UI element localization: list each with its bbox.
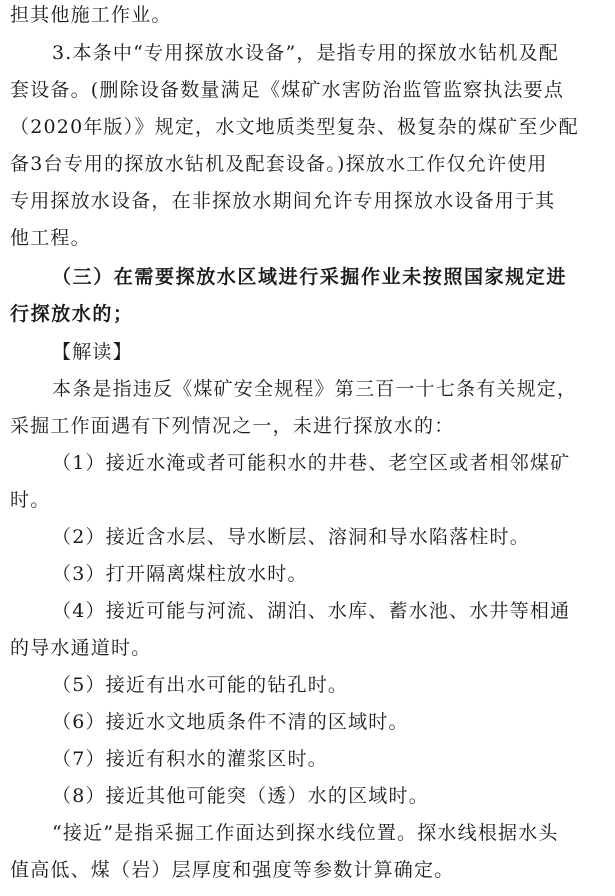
text-line: 担其他施工作业。 (10, 4, 172, 26)
interpretation-label: 【解读】 (52, 341, 133, 363)
text-line: 时。 (10, 489, 51, 511)
text-line: （2020年版）》规定，水文地质类型复杂、极复杂的煤矿至少配 (10, 116, 579, 138)
text-line: 他工程。 (10, 227, 91, 249)
list-item: （8）接近其他可能突（透）水的区域时。 (52, 785, 429, 807)
text-line: 采掘工作面遇有下列情况之一，未进行探放水的： (10, 415, 455, 437)
text-line: 套设备。(删除设备数量满足《煤矿水害防治监管监察执法要点 (10, 79, 565, 101)
list-item: （7）接近有积水的灌浆区时。 (52, 748, 328, 770)
text-line: 3.本条中“专用探放水设备”，是指专用的探放水钻机及配 (52, 42, 559, 64)
list-item: （2）接近含水层、导水断层、溶洞和导水陷落柱时。 (52, 526, 530, 548)
list-item: （5）接近有出水可能的钻孔时。 (52, 674, 349, 696)
text-line: 专用探放水设备，在非探放水期间允许专用探放水设备用于其 (10, 190, 556, 212)
section-heading: 行探放水的； (10, 303, 134, 325)
text-line: 的导水通道时。 (10, 637, 152, 659)
list-item: （4）接近可能与河流、湖泊、水库、蓄水池、水井等相通 (52, 600, 571, 622)
text-line: 值高低、煤（岩）层厚度和强度等参数计算确定。 (10, 859, 455, 881)
section-heading: （三）在需要探放水区域进行采掘作业未按照国家规定进 (52, 266, 568, 288)
text-line: 本条是指违反《煤矿安全规程》第三百一十七条有关规定， (52, 378, 578, 400)
text-line: 备3台专用的探放水钻机及配套设备。)探放水工作仅允许使用 (10, 153, 548, 175)
list-item: （3）打开隔离煤柱放水时。 (52, 563, 308, 585)
list-item: （6）接近水文地质条件不清的区域时。 (52, 711, 409, 733)
list-item: （1）接近水淹或者可能积水的井巷、老空区或者相邻煤矿 (52, 452, 571, 474)
text-line: “接近”是指采掘工作面达到探水线位置。探水线根据水头 (52, 822, 559, 844)
